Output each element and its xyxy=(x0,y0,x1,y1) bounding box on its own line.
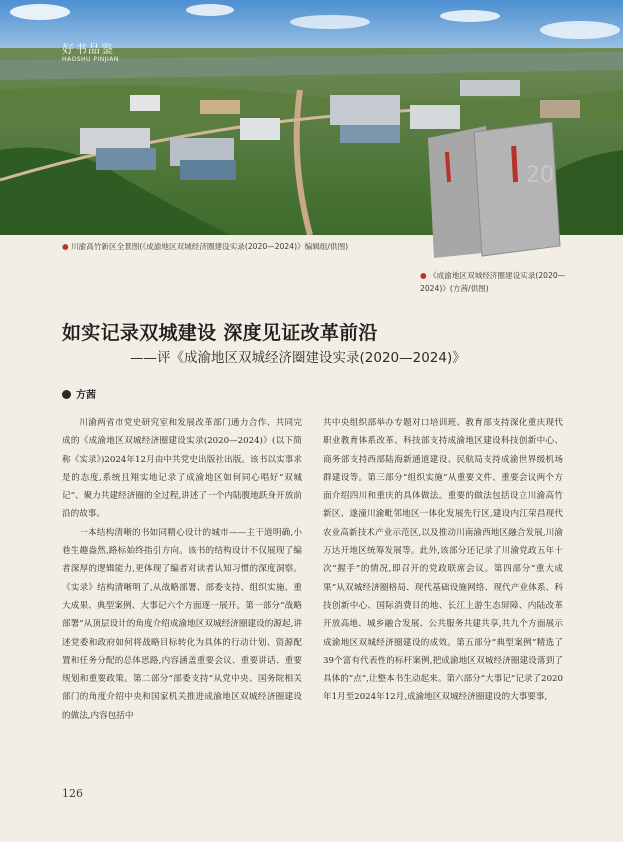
page-number: 126 xyxy=(62,787,83,800)
article-column-right xyxy=(323,414,563,707)
book-caption xyxy=(420,270,580,295)
section-tag xyxy=(62,43,119,63)
book-cover-image xyxy=(426,122,562,258)
article-title: 如实记录双城建设 深度见证改革前沿 xyxy=(62,322,378,344)
photo-caption-text: 川渝高竹新区全景图(《成渝地区双城经济圈建设实录(2020—2024)》编辑组/供图) xyxy=(71,242,349,251)
paragraph: 共中央组织部举办专题对口培训班、教育部支持深化重庆现代职业教育体系改革、科技部支持成渝地区建设科技创新中心、商务部支持西部陆海新通道建设、民航局支持成渝世界级机场群建设等。第三部分“组织实施”从重要文件、重要会议两个方面介绍四川和重庆的具体做法。重要的做法包括设立川渝高竹新区、遂潼川渝毗邻地区一体化发展先行区,建设内江荣昌现代农业高新技术产业示范区,以及推动川南渝西地区融合发展,川渝万达开地区统筹发展等。此外,该部分还记录了川渝党政五年十次“握手”的情况,即召开的党政联席会议。第四部分“重大成果”从双城经济圈格局、现代基础设施网络、现代产业体系、科技创新中心、国际消费目的地、长江上游生态屏障、内陆改革开放高地、城乡融合发展、公共服务共建共享,共九个方面展示成渝地区双城经济圈建设的成效。第五部分“典型案例”精选了39个富有代表性的标杆案例,把成渝地区双城经济圈建设落到了具体的“点”,让整本书生动起来。第六部分“大事记”记录了2020年1月至2024年12月,成渝地区双城经济圈建设的大事要事, xyxy=(323,418,563,703)
paragraph: 川渝两省市党史研究室和发展改革部门通力合作、共同完成的《成渝地区双城经济圈建设实录(2020—2024)》(以下简称《实录》)2024年12月由中共党史出版社出版。该书以实事求是的态度,系统且翔实地记录了成渝地区如何同心唱好“双城记”、聚力共建经济圈的全过程,讲述了一个内陆腹地跃身开放前沿的故事。 xyxy=(62,418,302,520)
paragraph: 一本结构清晰的书如同精心设计的城市——主干道明确,小巷生趣盎然,路标始终指引方向。该书的结构设计不仅展现了编者深厚的逻辑能力,更体现了编者对读者认知习惯的深度洞察。《实录》结构清晰明了,从战略部署、部委支持、组织实施、重大成果、典型案例、大事记六个方面逐一展开。第一部分“战略部署”从顶层设计的角度介绍成渝地区双城经济圈建设的源起,讲述党委和政府如何将战略目标转化为具体的行动计划、资源配置和任务分配的总体思路,内容涵盖重要会议、重要讲话、重要规划和重要政策。第二部分“部委支持”从党中央、国务院相关部门的角度介绍中央和国家机关推进成渝地区双城经济圈建设的做法,内容包括中 xyxy=(62,527,302,721)
section-tag-cn: 好书品鉴 xyxy=(62,42,115,56)
book-caption-text: 《成渝地区双城经济圈建设实录(2020—2024)》(方茜/供图) xyxy=(420,271,566,293)
author-line xyxy=(62,386,96,401)
book-covers-icon xyxy=(426,122,562,258)
section-tag-en: HAOSHU PINJIAN xyxy=(62,56,119,63)
svg-text:20: 20 xyxy=(526,163,554,188)
photo-caption xyxy=(62,241,348,252)
bullet-icon: ● xyxy=(420,271,427,280)
author-name: 方茜 xyxy=(76,390,96,401)
article-column-left xyxy=(62,414,302,725)
author-bullet-icon xyxy=(62,390,71,399)
bullet-icon: ● xyxy=(62,242,69,251)
article-subtitle: ——评《成渝地区双城经济圈建设实录(2020—2024)》 xyxy=(130,350,466,366)
